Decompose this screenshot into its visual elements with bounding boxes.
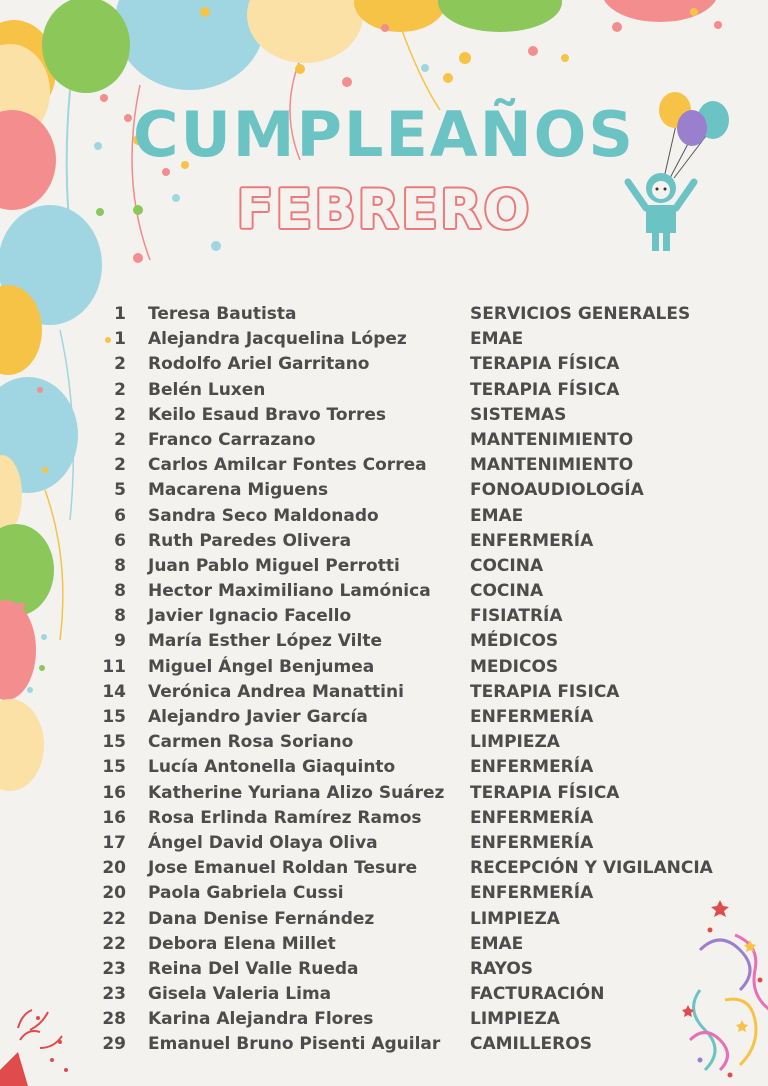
list-item: [0, 881, 768, 906]
department: TERAPIA FÍSICA: [470, 354, 620, 375]
birthday-day: 23: [102, 984, 126, 1005]
list-item: [0, 680, 768, 705]
department: ENFERMERÍA: [470, 707, 594, 727]
month-title: FEBRERO: [236, 178, 532, 241]
person-name: Ruth Paredes Olivera: [148, 530, 352, 551]
department: TERAPIA FISICA: [470, 681, 620, 702]
list-item: [0, 982, 768, 1007]
list-item: [0, 655, 768, 680]
list-item: [0, 705, 768, 730]
list-item: [0, 504, 768, 529]
birthday-day: 15: [102, 707, 126, 727]
list-item: [0, 554, 768, 579]
birthday-day: 2: [114, 354, 126, 375]
birthday-day: 16: [102, 807, 126, 828]
department: SERVICIOS GENERALES: [470, 304, 691, 324]
person-name: Miguel Ángel Benjumea: [148, 656, 375, 677]
department: EMAE: [470, 933, 524, 954]
person-name: Rosa Erlinda Ramírez Ramos: [148, 807, 422, 828]
birthday-day: 28: [102, 1009, 126, 1030]
birthday-day: 22: [102, 908, 126, 929]
list-item: [0, 781, 768, 806]
birthday-day: 29: [102, 1034, 126, 1055]
department: MEDICOS: [470, 656, 559, 677]
birthday-day: 1: [114, 304, 126, 324]
birthday-day: 6: [114, 530, 126, 551]
birthday-day: 8: [114, 606, 126, 627]
department: MANTENIMIENTO: [470, 429, 634, 450]
list-item: [0, 403, 768, 428]
department: ENFERMERÍA: [470, 883, 594, 904]
person-name: Teresa Bautista: [148, 304, 297, 324]
birthday-day: 15: [102, 732, 126, 753]
list-item: [0, 629, 768, 654]
department: RAYOS: [470, 958, 534, 979]
birthday-day: 2: [114, 404, 126, 425]
birthday-day: 2: [114, 455, 126, 476]
birthday-day: 22: [102, 933, 126, 954]
person-name: Alejandro Javier García: [148, 707, 368, 727]
birthday-day: 8: [114, 555, 126, 576]
department: ENFERMERÍA: [470, 807, 594, 828]
department: ENFERMERÍA: [470, 757, 594, 778]
person-name: Keilo Esaud Bravo Torres: [148, 404, 386, 425]
list-item: [0, 907, 768, 932]
person-name: Carlos Amilcar Fontes Correa: [148, 455, 427, 476]
department: ENFERMERÍA: [470, 530, 594, 551]
list-item: [0, 478, 768, 503]
person-name: Karina Alejandra Flores: [148, 1009, 374, 1030]
list-item: [0, 831, 768, 856]
list-item: [0, 730, 768, 755]
list-item: [0, 1032, 768, 1057]
birthday-day: 23: [102, 958, 126, 979]
person-name: Verónica Andrea Manattini: [148, 681, 404, 702]
department: LIMPIEZA: [470, 732, 560, 753]
department: MANTENIMIENTO: [470, 455, 634, 476]
list-item: [0, 428, 768, 453]
department: LIMPIEZA: [470, 1009, 560, 1030]
person-name: Juan Pablo Miguel Perrotti: [148, 555, 400, 576]
department: COCINA: [470, 581, 544, 602]
list-item: [0, 932, 768, 957]
department: FISIATRÍA: [470, 606, 563, 627]
department: RECEPCIÓN Y VIGILANCIA: [470, 858, 713, 879]
birthday-day: 15: [102, 757, 126, 778]
list-item: [0, 378, 768, 403]
department: EMAE: [470, 329, 524, 350]
list-item: [0, 1007, 768, 1032]
person-name: Hector Maximiliano Lamónica: [148, 581, 431, 602]
list-item: [0, 453, 768, 478]
person-name: Katherine Yuriana Alizo Suárez: [148, 782, 445, 803]
birthday-day: 20: [102, 883, 126, 904]
birthday-day: 11: [102, 656, 126, 677]
department: MÉDICOS: [470, 631, 559, 652]
person-name: Franco Carrazano: [148, 429, 316, 450]
list-item: [0, 806, 768, 831]
person-name: Rodolfo Ariel Garritano: [148, 354, 370, 375]
department: TERAPIA FÍSICA: [470, 782, 620, 803]
list-item: [0, 327, 768, 352]
list-item: [0, 529, 768, 554]
person-name: Dana Denise Fernández: [148, 908, 375, 929]
page-title: CUMPLEAÑOS: [132, 98, 636, 171]
person-name: María Esther López Vilte: [148, 631, 382, 652]
department: EMAE: [470, 505, 524, 526]
department: FONOAUDIOLOGÍA: [470, 480, 644, 501]
person-name: Alejandra Jacquelina López: [148, 329, 407, 350]
birthday-day: 17: [102, 832, 126, 853]
list-item: [0, 352, 768, 377]
birthday-day: 2: [114, 429, 126, 450]
person-name: Carmen Rosa Soriano: [148, 732, 354, 753]
person-name: Emanuel Bruno Pisenti Aguilar: [148, 1034, 441, 1055]
list-item: [0, 755, 768, 780]
birthday-day: 9: [114, 631, 126, 652]
person-name: Ángel David Olaya Oliva: [148, 832, 378, 853]
birthday-list: [0, 302, 768, 1058]
birthday-day: 6: [114, 505, 126, 526]
person-name: Reina Del Valle Rueda: [148, 958, 359, 979]
list-item: [0, 856, 768, 881]
birthday-day: 1: [114, 329, 126, 350]
person-name: Paola Gabriela Cussi: [148, 883, 344, 904]
department: ENFERMERÍA: [470, 832, 594, 853]
person-name: Belén Luxen: [148, 379, 266, 400]
list-item: [0, 957, 768, 982]
department: TERAPIA FÍSICA: [470, 379, 620, 400]
list-item: [0, 579, 768, 604]
person-name: Javier Ignacio Facello: [148, 606, 352, 627]
person-name: Debora Elena Millet: [148, 933, 336, 954]
birthday-day: 16: [102, 782, 126, 803]
department: COCINA: [470, 555, 544, 576]
birthday-day: 14: [102, 681, 126, 702]
list-item: [0, 604, 768, 629]
person-name: Gisela Valeria Lima: [148, 984, 332, 1005]
list-item: [0, 302, 768, 327]
birthday-day: 20: [102, 858, 126, 879]
department: FACTURACIÓN: [470, 984, 605, 1005]
person-name: Jose Emanuel Roldan Tesure: [148, 858, 418, 879]
department: LIMPIEZA: [470, 908, 560, 929]
department: CAMILLEROS: [470, 1034, 592, 1055]
birthday-day: 8: [114, 581, 126, 602]
birthday-day: 2: [114, 379, 126, 400]
person-name: Macarena Miguens: [148, 480, 329, 501]
department: SISTEMAS: [470, 404, 567, 425]
birthday-day: 5: [114, 480, 126, 501]
person-name: Sandra Seco Maldonado: [148, 505, 379, 526]
person-name: Lucía Antonella Giaquinto: [148, 757, 396, 778]
